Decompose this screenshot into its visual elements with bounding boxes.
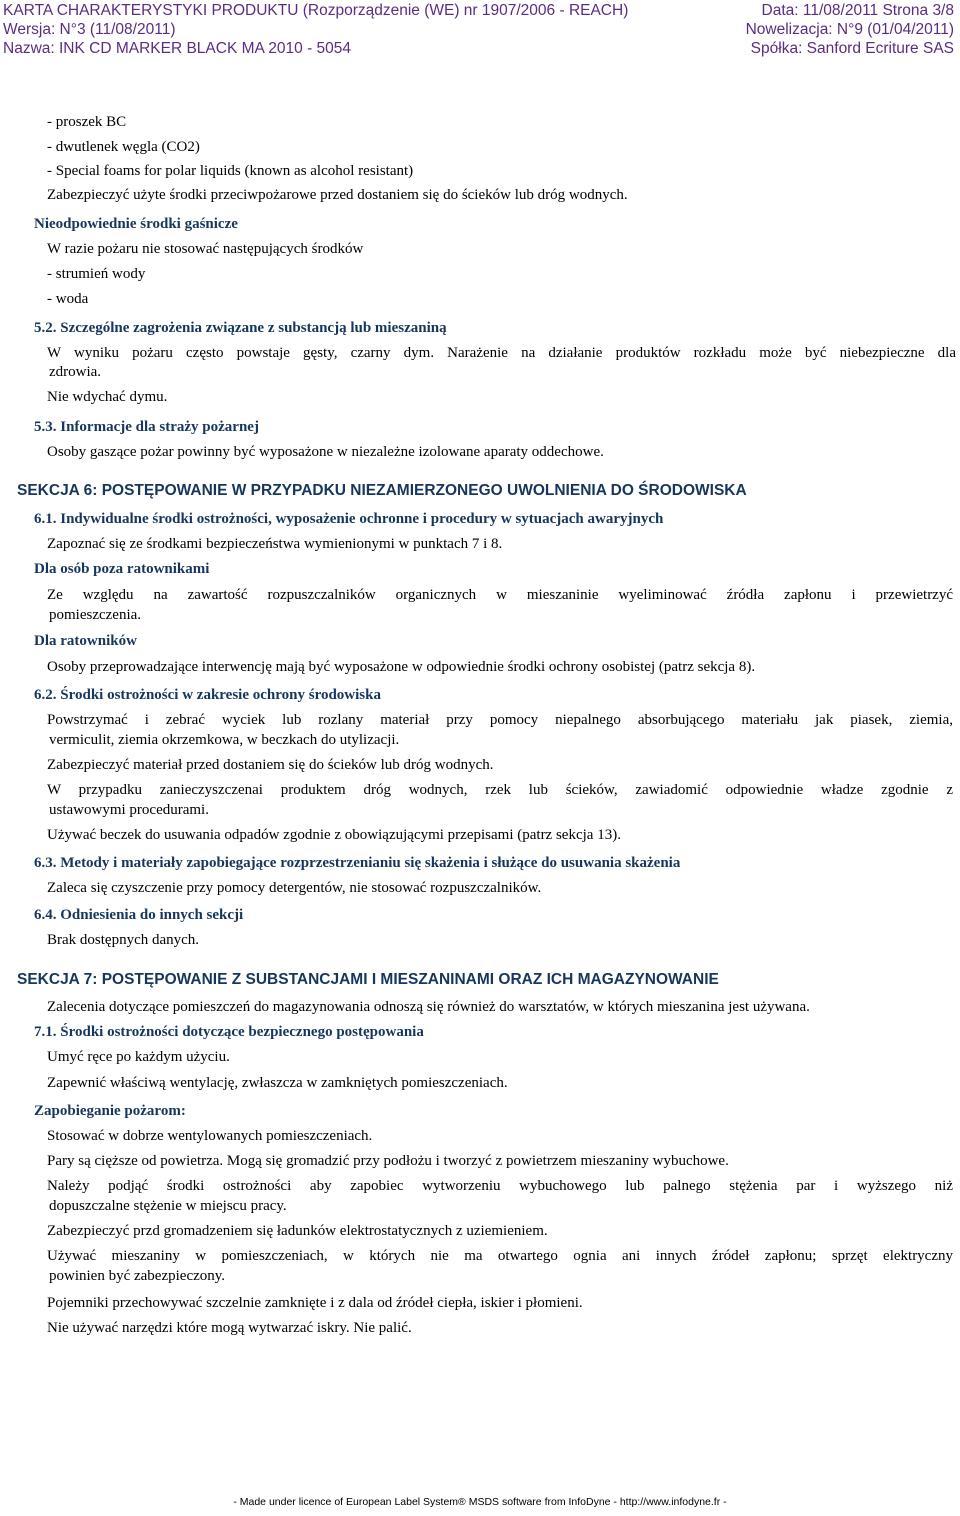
body-line: Używać beczek do usuwania odpadów zgodnie z obowiązującymi przepisami (patrz sekcja 13). — [47, 827, 621, 843]
paragraph: W wyniku pożaru często powstaje gęsty, czarny dym. Narażenie na działanie produktów rozkładu może być niebezpieczne dla — [47, 345, 956, 361]
subsection-heading-7-1: 7.1. Środki ostrożności dotyczące bezpiecznego postępowania — [34, 1024, 424, 1040]
body-line: pomieszczenia. — [49, 607, 142, 623]
body-line: Stosować w dobrze wentylowanych pomieszczeniach. — [47, 1128, 373, 1144]
body-line: - woda — [47, 291, 89, 307]
company: Spółka: Sanford Ecriture SAS — [750, 40, 954, 57]
section-7-heading: SEKCJA 7: POSTĘPOWANIE Z SUBSTANCJAMI I MIESZANINAMI ORAZ ICH MAGAZYNOWANIE — [17, 971, 719, 988]
product-name: Nazwa: INK CD MARKER BLACK MA 2010 - 5054 — [3, 40, 352, 57]
body-line: vermiculit, ziemia okrzemkowa, w beczkach do utylizacji. — [49, 732, 400, 748]
body-line: W razie pożaru nie stosować następujących środków — [47, 241, 364, 257]
section-6-heading: SEKCJA 6: POSTĘPOWANIE W PRZYPADKU NIEZAMIERZONEGO UWOLNIENIA DO ŚRODOWISKA — [17, 482, 747, 499]
body-line: Osoby przeprowadzające interwencję mają być wyposażone w odpowiednie środki ochrony osobistej (patrz sekcja 8). — [47, 659, 756, 675]
subheading: Zapobieganie pożarom: — [34, 1103, 186, 1119]
subsection-heading-6-2: 6.2. Środki ostrożności w zakresie ochrony środowiska — [34, 687, 381, 703]
body-line: Zabezpieczyć przd gromadzeniem się ładunków elektrostatycznych z uziemieniem. — [47, 1223, 548, 1239]
body-line: - dwutlenek węgla (CO2) — [47, 139, 200, 155]
body-line: - proszek BC — [47, 114, 127, 130]
body-line: Zabezpieczyć materiał przed dostaniem się do ścieków lub dróg wodnych. — [47, 757, 494, 773]
subheading: Dla ratowników — [34, 633, 137, 649]
subsection-heading-6-3: 6.3. Metody i materiały zapobiegające rozprzestrzenianiu się skażenia i służące do usuwania skażenia — [34, 855, 681, 871]
revision: Nowelizacja: N°9 (01/04/2011) — [745, 21, 954, 38]
subheading: Dla osób poza ratownikami — [34, 561, 210, 577]
body-line: ustawowymi procedurami. — [49, 802, 209, 818]
body-line: Pary są cięższe od powietrza. Mogą się gromadzić przy podłożu i tworzyć z powietrzem mieszaniny wybuchowe. — [47, 1153, 729, 1169]
body-line: Zapoznać się ze środkami bezpieczeństwa wymienionymi w punktach 7 i 8. — [47, 536, 503, 552]
body-line: Zaleca się czyszczenie przy pomocy detergentów, nie stosować rozpuszczalników. — [47, 880, 542, 896]
body-line: Umyć ręce po każdym użyciu. — [47, 1049, 230, 1065]
body-line: Zabezpieczyć użyte środki przeciwpożarowe przed dostaniem się do ścieków lub dróg wodnych. — [47, 187, 628, 203]
subsection-heading-5-2: 5.2. Szczególne zagrożenia związane z substancją lub mieszaniną — [34, 320, 447, 336]
paragraph: Należy podjąć środki ostrożności aby zapobiec wytworzeniu wybuchowego lub palnego stężenia par i wyższego niż — [47, 1178, 953, 1194]
subsection-heading-6-1: 6.1. Indywidualne środki ostrożności, wyposażenie ochronne i procedury w sytuacjach awaryjnych — [34, 511, 664, 527]
body-line: - Special foams for polar liquids (known as alcohol resistant) — [47, 163, 414, 179]
subsection-heading-6-4: 6.4. Odniesienia do innych sekcji — [34, 907, 244, 923]
body-line: - strumień wody — [47, 266, 146, 282]
paragraph: W przypadku zanieczyszczenai produktem dróg wodnych, rzek lub ścieków, zawiadomić odpowiednie władze zgodnie z — [47, 782, 953, 798]
document-title: KARTA CHARAKTERYSTYKI PRODUKTU (Rozporządzenie (WE) nr 1907/2006 - REACH) — [3, 2, 629, 19]
subsection-heading-5-3: 5.3. Informacje dla straży pożarnej — [34, 419, 259, 435]
body-line: Nie używać narzędzi które mogą wytwarzać iskry. Nie palić. — [47, 1320, 412, 1336]
body-line: powinien być zabezpieczony. — [49, 1268, 226, 1284]
paragraph: Używać mieszaniny w pomieszczeniach, w których nie ma otwartego ognia ani innych źródeł zapłonu; sprzęt elektryczny — [47, 1248, 953, 1264]
body-line: zdrowia. — [49, 364, 102, 380]
version: Wersja: N°3 (11/08/2011) — [3, 21, 176, 38]
body-line: dopuszczalne stężenie w miejscu pracy. — [49, 1198, 287, 1214]
body-line: Nie wdychać dymu. — [47, 389, 168, 405]
body-line: Osoby gaszące pożar powinny być wyposażone w niezależne izolowane aparaty oddechowe. — [47, 444, 604, 460]
paragraph: Ze względu na zawartość rozpuszczalników organicznych w mieszaninie wyeliminować źródła zapłonu i przewietrzyć — [47, 587, 953, 603]
date-page: Data: 11/08/2011 Strona 3/8 — [761, 2, 954, 19]
body-line: Brak dostępnych danych. — [47, 932, 200, 948]
footer: - Made under licence of European Label System® MSDS software from InfoDyne - http://www.infodyne.fr - — [233, 1496, 727, 1508]
paragraph: Powstrzymać i zebrać wyciek lub rozlany materiał przy pomocy niepalnego absorbującego materiału jak piasek, ziemia, — [47, 712, 953, 728]
body-line: Zalecenia dotyczące pomieszczeń do magazynowania odnoszą się również do warsztatów, w których mieszanina jest używana. — [47, 999, 810, 1015]
subheading: Nieodpowiednie środki gaśnicze — [34, 216, 238, 232]
body-line: Pojemniki przechowywać szczelnie zamknięte i z dala od źródeł ciepła, iskier i płomieni. — [47, 1295, 583, 1311]
body-line: Zapewnić właściwą wentylację, zwłaszcza w zamkniętych pomieszczeniach. — [47, 1075, 508, 1091]
